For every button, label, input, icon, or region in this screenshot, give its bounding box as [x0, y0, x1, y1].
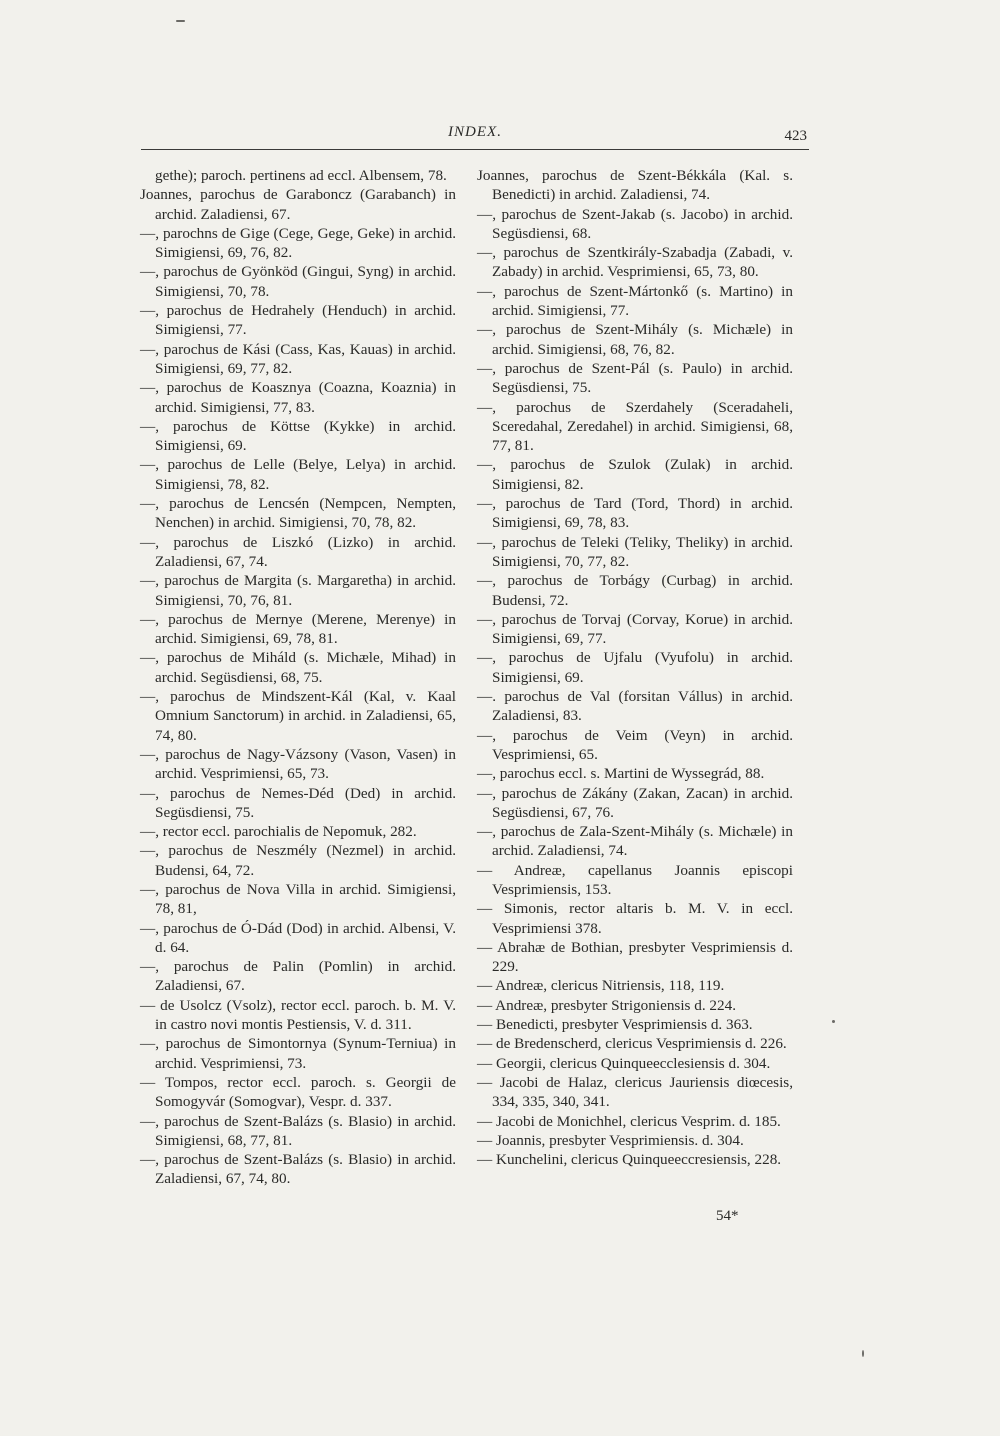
index-entry: —, parochus de Margita (s. Margaretha) in archid. Simigiensi, 70, 76, 81.	[140, 572, 456, 609]
header-rule	[141, 149, 809, 150]
index-entry: —. parochus de Val (forsitan Vállus) in archid. Zaladiensi, 83.	[477, 688, 793, 725]
index-entry: —, parochus de Veim (Veyn) in archid. Vesprimiensi, 65.	[477, 726, 793, 763]
index-entry: —, parochus de Ó-Dád (Dod) in archid. Albensi, V. d. 64.	[140, 919, 456, 956]
index-entry: —, parochus de Lencsén (Nempcen, Nempten, Nenchen) in archid. Simigiensi, 70, 78, 82.	[140, 495, 456, 532]
page-number: 423	[784, 128, 807, 144]
paper-speck	[862, 1350, 864, 1357]
index-entry: Joannes, parochus de Garaboncz (Garabanch) in archid. Zaladiensi, 67.	[140, 186, 456, 223]
index-entry: — Joannis, presbyter Vesprimiensis. d. 304.	[477, 1131, 744, 1149]
index-column-left	[140, 166, 456, 1189]
index-entry: — de Usolcz (Vsolz), rector eccl. paroch. b. M. V. in castro novi montis Pestiensis, V. d. 311.	[140, 996, 456, 1034]
index-entry: —, parochus de Hedrahely (Henduch) in archid. Simigiensi, 77.	[140, 302, 456, 339]
index-entry: — Jacobi de Monichhel, clericus Vesprim. d. 185.	[477, 1112, 781, 1130]
index-entry: —, parochus de Palin (Pomlin) in archid. Zaladiensi, 67.	[140, 958, 456, 995]
index-entry: —, parochus de Szerdahely (Sceradaheli, Sceredahal, Zeredahel) in archid. Simigiensi, 68, 77, 81.	[477, 398, 793, 455]
index-entry: —, parochus de Miháld (s. Michæle, Mihad) in archid. Següsdiensi, 68, 75.	[140, 649, 456, 686]
index-entry: —, parochus de Torvaj (Corvay, Korue) in archid. Simigiensi, 69, 77.	[477, 610, 793, 648]
index-entry: —, parochus de Zákány (Zakan, Zacan) in archid. Següsdiensi, 67, 76.	[477, 784, 793, 821]
index-entry: — Benedicti, presbyter Vesprimiensis d. 363.	[477, 1016, 753, 1034]
index-entry: gethe); paroch. pertinens ad eccl. Albensem, 78.	[155, 167, 447, 184]
index-entry: —, parochus de Nagy-Vázsony (Vason, Vasen) in archid. Vesprimiensi, 65, 73.	[140, 745, 456, 783]
index-entry: —, parochus de Mernye (Merene, Merenye) in archid. Simigiensi, 69, 78, 81.	[140, 610, 456, 648]
index-entry: — Andreæ, clericus Nitriensis, 118, 119.	[477, 977, 725, 995]
index-entry: — Abrahæ de Bothian, presbyter Vesprimiensis d. 229.	[477, 938, 793, 976]
index-entry: —, parochus de Liszkó (Lizko) in archid. Zaladiensi, 67, 74.	[140, 533, 456, 570]
running-head	[141, 124, 809, 150]
index-entry: —, rector eccl. parochialis de Nepomuk, 282.	[140, 823, 417, 841]
index-entry: Joannes, parochus de Szent-Békkála (Kal. s. Benedicti) in archid. Zaladiensi, 74.	[477, 167, 793, 204]
index-entry: —, parochus de Köttse (Kykke) in archid. Simigiensi, 69.	[140, 417, 456, 455]
running-head-title: INDEX.	[448, 124, 502, 140]
index-entry: —, parochus de Nova Villa in archid. Simigiensi, 78, 81,	[140, 880, 456, 918]
signature-mark: 54*	[716, 1208, 739, 1224]
index-entry: — Tompos, rector eccl. paroch. s. Georgii de Somogyvár (Somogvar), Vespr. d. 337.	[140, 1073, 456, 1111]
index-entry: — Georgii, clericus Quinqueecclesiensis d. 304.	[477, 1054, 771, 1072]
index-entry: —, parochus de Kási (Cass, Kas, Kauas) in archid. Simigiensi, 69, 77, 82.	[140, 340, 456, 377]
index-entry: —, parochns de Gige (Cege, Gege, Geke) in archid. Simigiensi, 69, 76, 82.	[140, 224, 456, 262]
index-entry: —, parochus de Szent-Balázs (s. Blasio) in archid. Simigiensi, 68, 77, 81.	[140, 1112, 456, 1149]
index-entry: —, parochus eccl. s. Martini de Wyssegrád, 88.	[477, 765, 765, 783]
index-entry: — Simonis, rector altaris b. M. V. in eccl. Vesprimiensi 378.	[477, 900, 793, 937]
index-entry: —, parochus de Torbágy (Curbag) in archid. Budensi, 72.	[477, 572, 793, 609]
index-entry: —, parochus de Simontornya (Synum-Terniua) in archid. Vesprimiensi, 73.	[140, 1035, 456, 1072]
index-entry: —, parochus de Lelle (Belye, Lelya) in archid. Simigiensi, 78, 82.	[140, 456, 456, 493]
index-entry: — Andreæ, presbyter Strigoniensis d. 224.	[477, 996, 737, 1014]
index-entry: —, parochus de Ujfalu (Vyufolu) in archid. Simigiensi, 69.	[477, 649, 793, 686]
index-entry: — Kunchelini, clericus Quinqueeccresiensis, 228.	[477, 1151, 782, 1169]
index-entry: —, parochus de Szent-Mártonkő (s. Martino) in archid. Simigiensi, 77.	[477, 282, 793, 320]
index-entry: — Andreæ, capellanus Joannis episcopi Vesprimiensis, 153.	[477, 861, 793, 898]
index-entry: —, parochus de Szent-Pál (s. Paulo) in archid. Següsdiensi, 75.	[477, 359, 793, 397]
index-entry: —, parochus de Szent-Balázs (s. Blasio) in archid. Zaladiensi, 67, 74, 80.	[140, 1151, 456, 1188]
index-entry: —, parochus de Zala-Szent-Mihály (s. Michæle) in archid. Zaladiensi, 74.	[477, 823, 793, 860]
index-entry: — de Bredenscherd, clericus Vesprimiensis d. 226.	[477, 1035, 787, 1053]
index-entry: —, parochus de Szulok (Zulak) in archid. Simigiensi, 82.	[477, 456, 793, 493]
index-entry: —, parochus de Neszmély (Nezmel) in archid. Budensi, 64, 72.	[140, 842, 456, 879]
paper-speck	[832, 1020, 835, 1023]
index-entry: —, parochus de Nemes-Déd (Ded) in archid. Següsdiensi, 75.	[140, 784, 456, 821]
index-entry: — Jacobi de Halaz, clericus Jauriensis diœcesis, 334, 335, 340, 341.	[477, 1073, 793, 1111]
index-entry: —, parochus de Szentkirály-Szabadja (Zabadi, v. Zabady) in archid. Vesprimiensi, 65, 73, 80.	[477, 244, 793, 281]
index-entry: —, parochus de Szent-Mihály (s. Michæle) in archid. Simigiensi, 68, 76, 82.	[477, 321, 793, 358]
index-entry: —, parochus de Teleki (Teliky, Theliky) in archid. Simigiensi, 70, 77, 82.	[477, 533, 793, 570]
index-entry: —, parochus de Koasznya (Coazna, Koaznia) in archid. Simigiensi, 77, 83.	[140, 379, 456, 416]
index-entry: —, parochus de Gyönköd (Gingui, Syng) in archid. Simigiensi, 70, 78.	[140, 263, 456, 300]
paper-speck	[176, 20, 185, 22]
index-entry: —, parochus de Mindszent-Kál (Kal, v. Kaal Omnium Sanctorum) in archid. in Zaladiensi, 65, 74, 80.	[140, 688, 456, 744]
index-entry: —, parochus de Szent-Jakab (s. Jacobo) in archid. Següsdiensi, 68.	[477, 205, 793, 242]
index-entry: —, parochus de Tard (Tord, Thord) in archid. Simigiensi, 69, 78, 83.	[477, 495, 793, 532]
index-column-right	[477, 166, 793, 1169]
